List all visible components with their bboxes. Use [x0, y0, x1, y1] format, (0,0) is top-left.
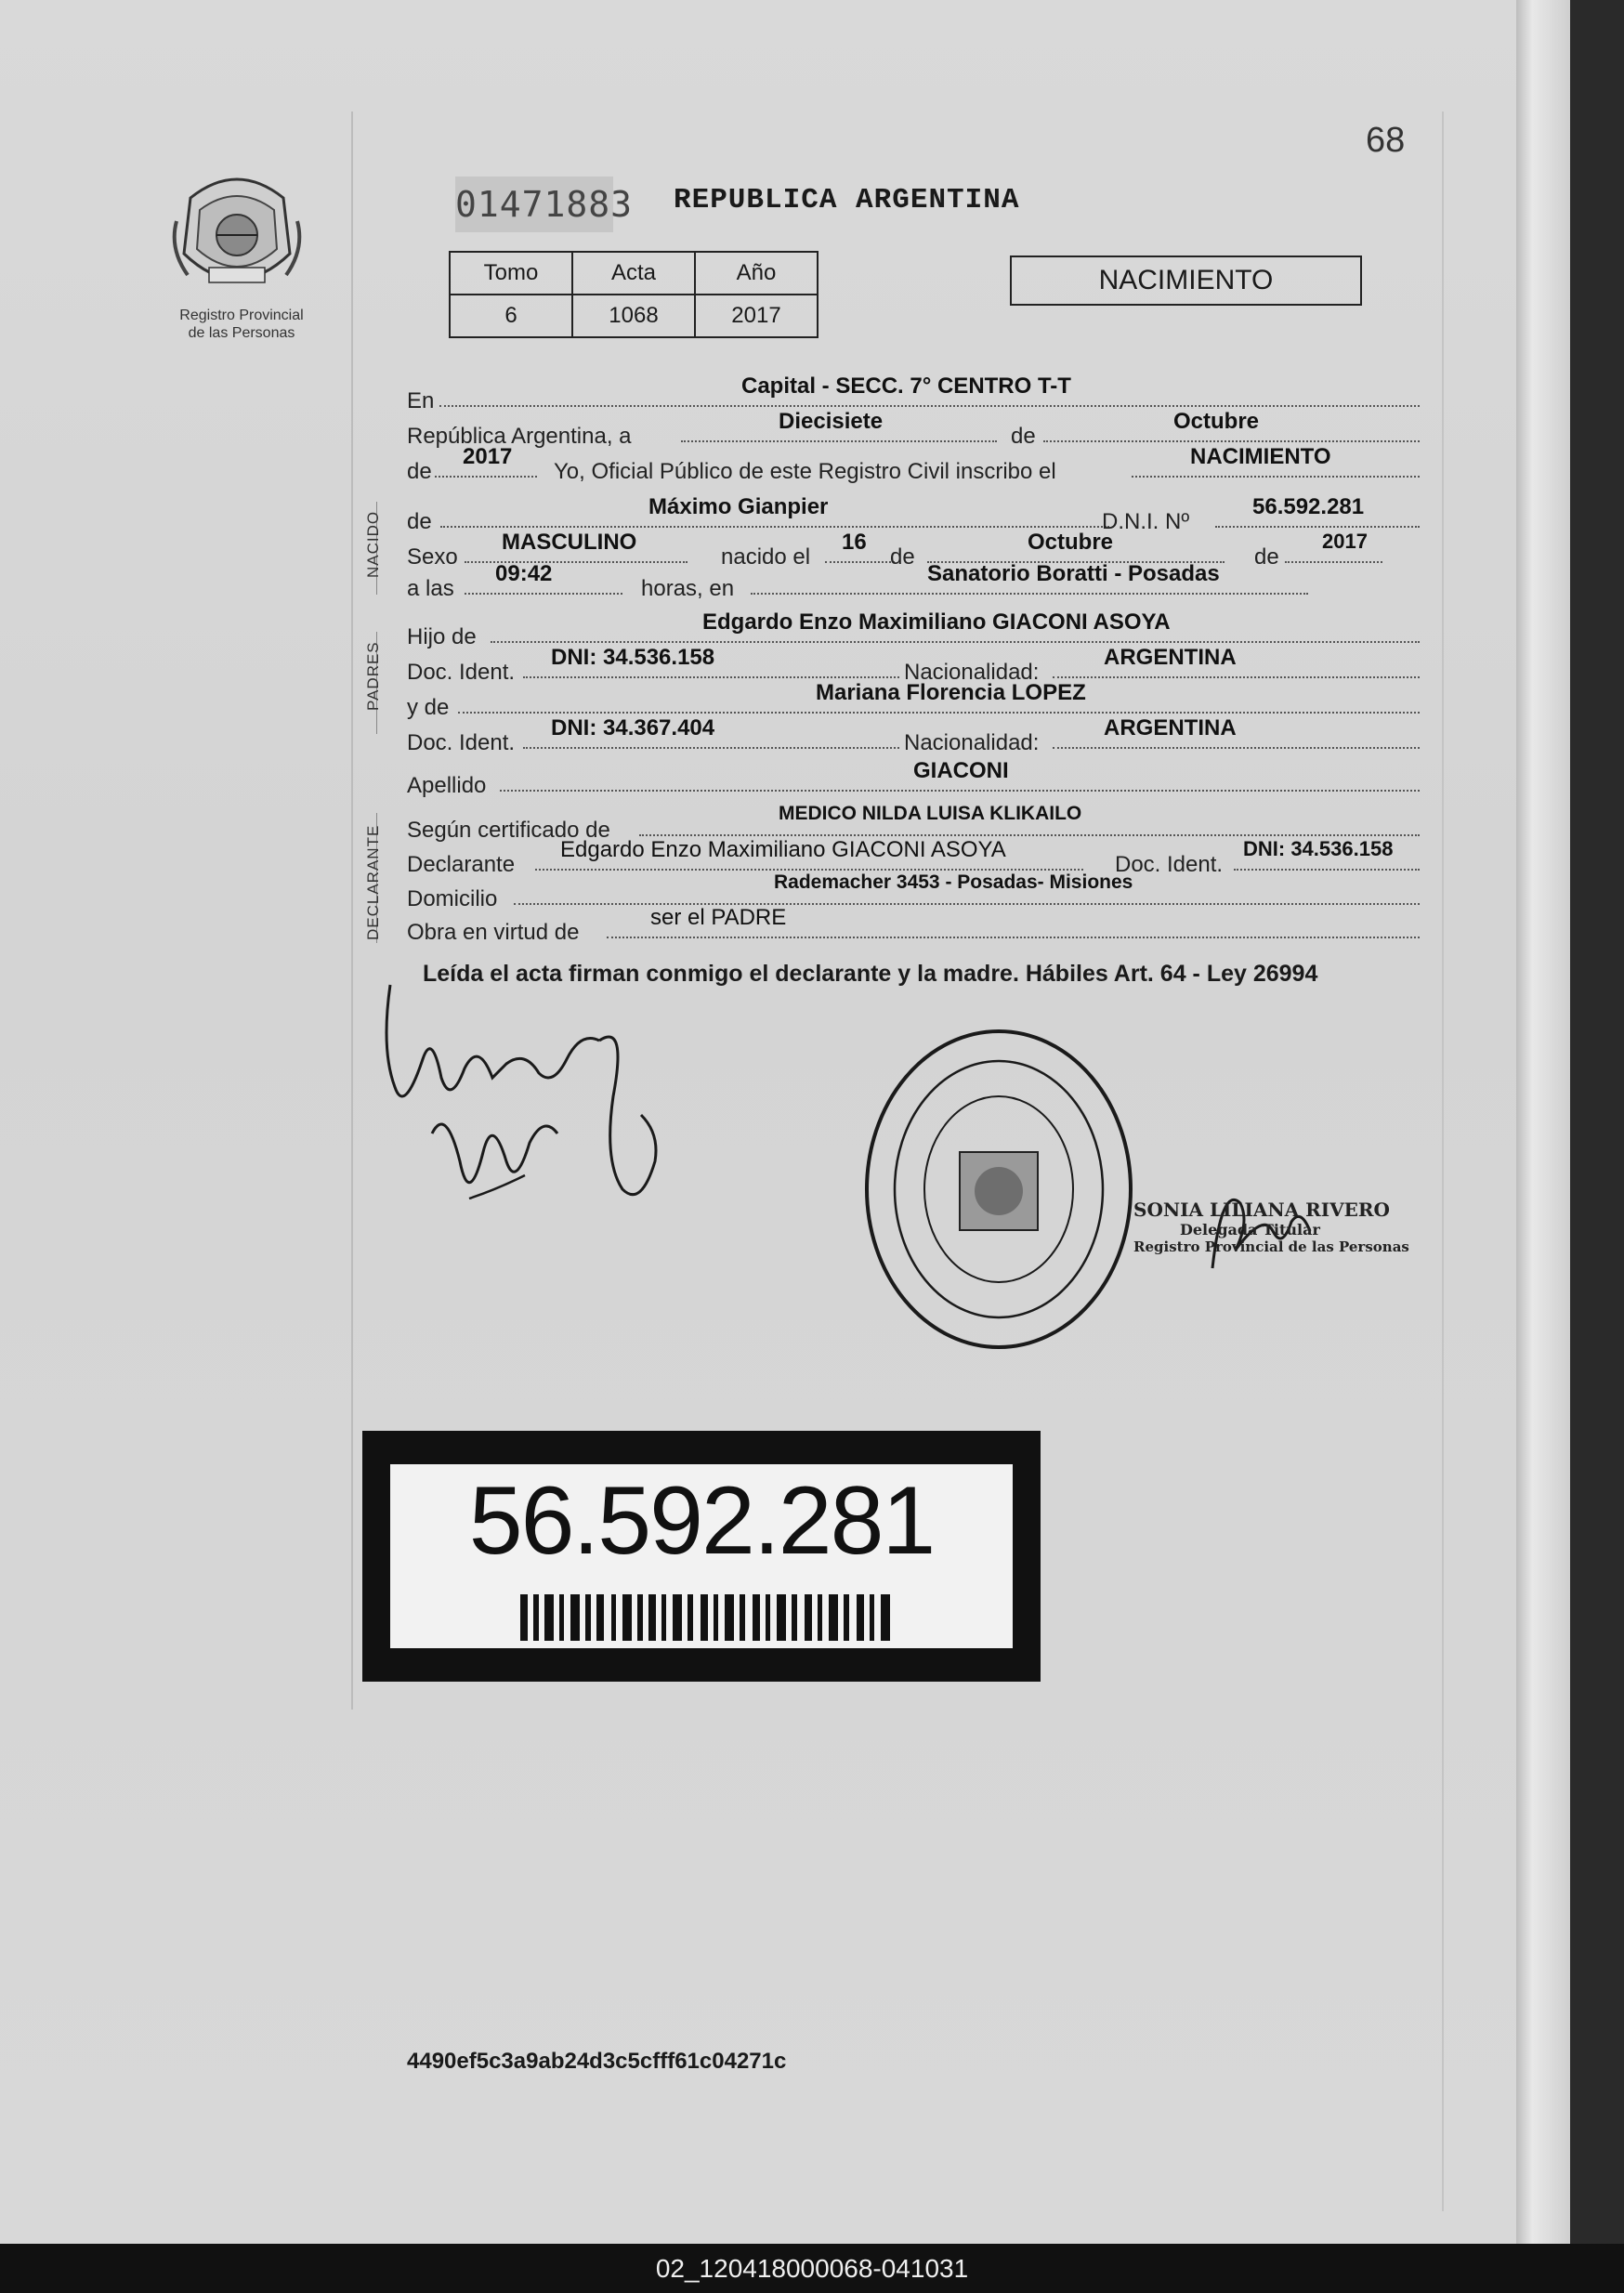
barcode-label [390, 1464, 1013, 1648]
value-birth-day: 16 [842, 530, 867, 555]
value-acta: 1068 [572, 295, 695, 337]
side-label-padres: PADRES [364, 641, 382, 711]
dots [440, 526, 1109, 528]
officer-name: SONIA LILIANA RIVERO [1133, 1199, 1390, 1221]
dots [523, 676, 899, 678]
value-hour: 09:42 [495, 561, 553, 586]
value-father: Edgardo Enzo Maximiliano GIACONI ASOYA [702, 609, 1171, 635]
label-de: de [1254, 544, 1279, 570]
dots [491, 641, 1420, 643]
closing-statement: Leída el acta firman conmigo el declarante y la madre. Hábiles Art. 64 - Ley 26994 [423, 961, 1318, 987]
label-en: En [407, 388, 435, 413]
label-de: de [407, 509, 432, 534]
value-obra: ser el PADRE [650, 905, 787, 930]
side-label-declarante: DECLARANTE [364, 824, 382, 940]
value-year: 2017 [463, 444, 513, 469]
logo-caption [153, 307, 330, 342]
label-sexo: Sexo [407, 544, 458, 570]
value-month: Octubre [1173, 409, 1260, 434]
label-de: de [407, 459, 432, 484]
label-republica: República Argentina, a [407, 424, 632, 449]
serial-number-stamp: 01471883 [455, 177, 613, 232]
logo-caption-line2: de las Personas [188, 325, 295, 341]
label-alas: a las [407, 576, 454, 601]
label-nacionalidad: Nacionalidad: [904, 660, 1040, 685]
line-en [407, 373, 1420, 414]
value-apellido: GIACONI [913, 758, 1009, 783]
line-hora [407, 561, 1420, 602]
label-hijo-de: Hijo de [407, 624, 477, 649]
header-anio: Año [695, 252, 818, 295]
value-mother: Mariana Florencia LOPEZ [816, 680, 1086, 705]
registry-table-value-row [450, 295, 818, 337]
line-domicilio [407, 871, 1420, 912]
dots [1043, 440, 1420, 442]
line-obra [407, 905, 1420, 946]
value-father-doc: DNI: 34.536.158 [551, 645, 715, 670]
label-decl-doc: Doc. Ident. [1115, 852, 1224, 877]
label-nacionalidad: Nacionalidad: [904, 730, 1040, 755]
value-mother-nat: ARGENTINA [1104, 715, 1237, 740]
record-type-box: NACIMIENTO [1010, 256, 1362, 306]
dots [1053, 747, 1420, 749]
label-doc-ident: Doc. Ident. [407, 730, 516, 755]
barcode-sticker [362, 1431, 1041, 1682]
label-de: de [1011, 424, 1036, 449]
value-dni: 56.592.281 [1252, 494, 1365, 519]
value-mother-doc: DNI: 34.367.404 [551, 715, 715, 740]
label-segun: Según certificado de [407, 818, 610, 843]
value-tomo: 6 [450, 295, 572, 337]
dots [535, 869, 1083, 871]
officer-registry: Registro Provincial de las Personas [1133, 1238, 1409, 1255]
value-segun: MEDICO NILDA LUISA KLIKAILO [779, 803, 1082, 824]
label-declarante: Declarante [407, 852, 516, 877]
left-margin-line [351, 111, 353, 1710]
dots [435, 476, 537, 478]
side-label-nacido: NACIDO [364, 510, 382, 578]
provincial-seal-logo [167, 165, 307, 305]
value-en: Capital - SECC. 7° CENTRO T-T [741, 373, 1071, 399]
label-de: de [890, 544, 915, 570]
line-oficial [407, 444, 1420, 485]
value-child-name: Máximo Gianpier [648, 494, 829, 519]
dots [1234, 869, 1420, 871]
label-y-de: y de [407, 695, 450, 720]
dots [523, 747, 899, 749]
dots [1285, 561, 1382, 563]
value-decl-doc: DNI: 34.536.158 [1243, 837, 1394, 860]
dots [500, 790, 1420, 792]
label-apellido: Apellido [407, 773, 487, 798]
country-heading: REPUBLICA ARGENTINA [674, 184, 1020, 216]
line-mother-doc [407, 715, 1420, 756]
dots [458, 712, 1420, 714]
label-horas-en: horas, en [641, 576, 735, 601]
dots [465, 593, 622, 595]
value-domicilio: Rademacher 3453 - Posadas- Misiones [774, 871, 1133, 893]
value-father-nat: ARGENTINA [1104, 645, 1237, 670]
dots [1215, 526, 1420, 528]
line-apellido [407, 758, 1420, 799]
label-dni: D.N.I. Nº [1102, 509, 1190, 534]
value-declarante: Edgardo Enzo Maximiliano GIACONI ASOYA [560, 837, 1006, 862]
dots [751, 593, 1308, 595]
officer-stamp [1133, 1199, 1409, 1255]
registry-table [449, 251, 819, 338]
dots [607, 937, 1420, 938]
value-anio: 2017 [695, 295, 818, 337]
logo-caption-line1: Registro Provincial [179, 308, 304, 323]
dots [681, 440, 997, 442]
officer-title: Delegada Titular [1180, 1221, 1320, 1238]
value-birth-year: 2017 [1322, 530, 1368, 553]
dots [1132, 476, 1420, 478]
barcode-number: 56.592.281 [468, 1467, 935, 1575]
value-inscribo: NACIMIENTO [1190, 444, 1331, 469]
dots [825, 561, 895, 563]
header-tomo: Tomo [450, 252, 572, 295]
dots [1053, 676, 1420, 678]
page-number: 68 [1366, 121, 1406, 160]
registry-table-header-row [450, 252, 818, 295]
line-sexo [407, 530, 1420, 570]
right-margin-line [1442, 111, 1444, 2211]
value-birth-month: Octubre [1028, 530, 1114, 555]
header-acta: Acta [572, 252, 695, 295]
declarant-signature [376, 976, 674, 1254]
official-round-seal [859, 1022, 1138, 1356]
value-sexo: MASCULINO [502, 530, 637, 555]
label-doc-ident: Doc. Ident. [407, 660, 516, 685]
label-obra: Obra en virtud de [407, 920, 580, 945]
page-edge-shadow [1516, 0, 1570, 2244]
label-domicilio: Domicilio [407, 886, 498, 911]
document-hash: 4490ef5c3a9ab24d3c5cfff61c04271c [407, 2049, 787, 2074]
dots [639, 834, 1420, 836]
barcode-bars [520, 1594, 892, 1641]
footer-file-id: 02_120418000068-041031 [0, 2244, 1624, 2293]
value-place: Sanatorio Boratti - Posadas [927, 561, 1220, 586]
label-nacido-el: nacido el [721, 544, 811, 570]
value-day: Diecisiete [779, 409, 884, 434]
dots [439, 405, 1420, 407]
label-oficial: Yo, Oficial Público de este Registro Civil inscribo el [554, 459, 1056, 484]
